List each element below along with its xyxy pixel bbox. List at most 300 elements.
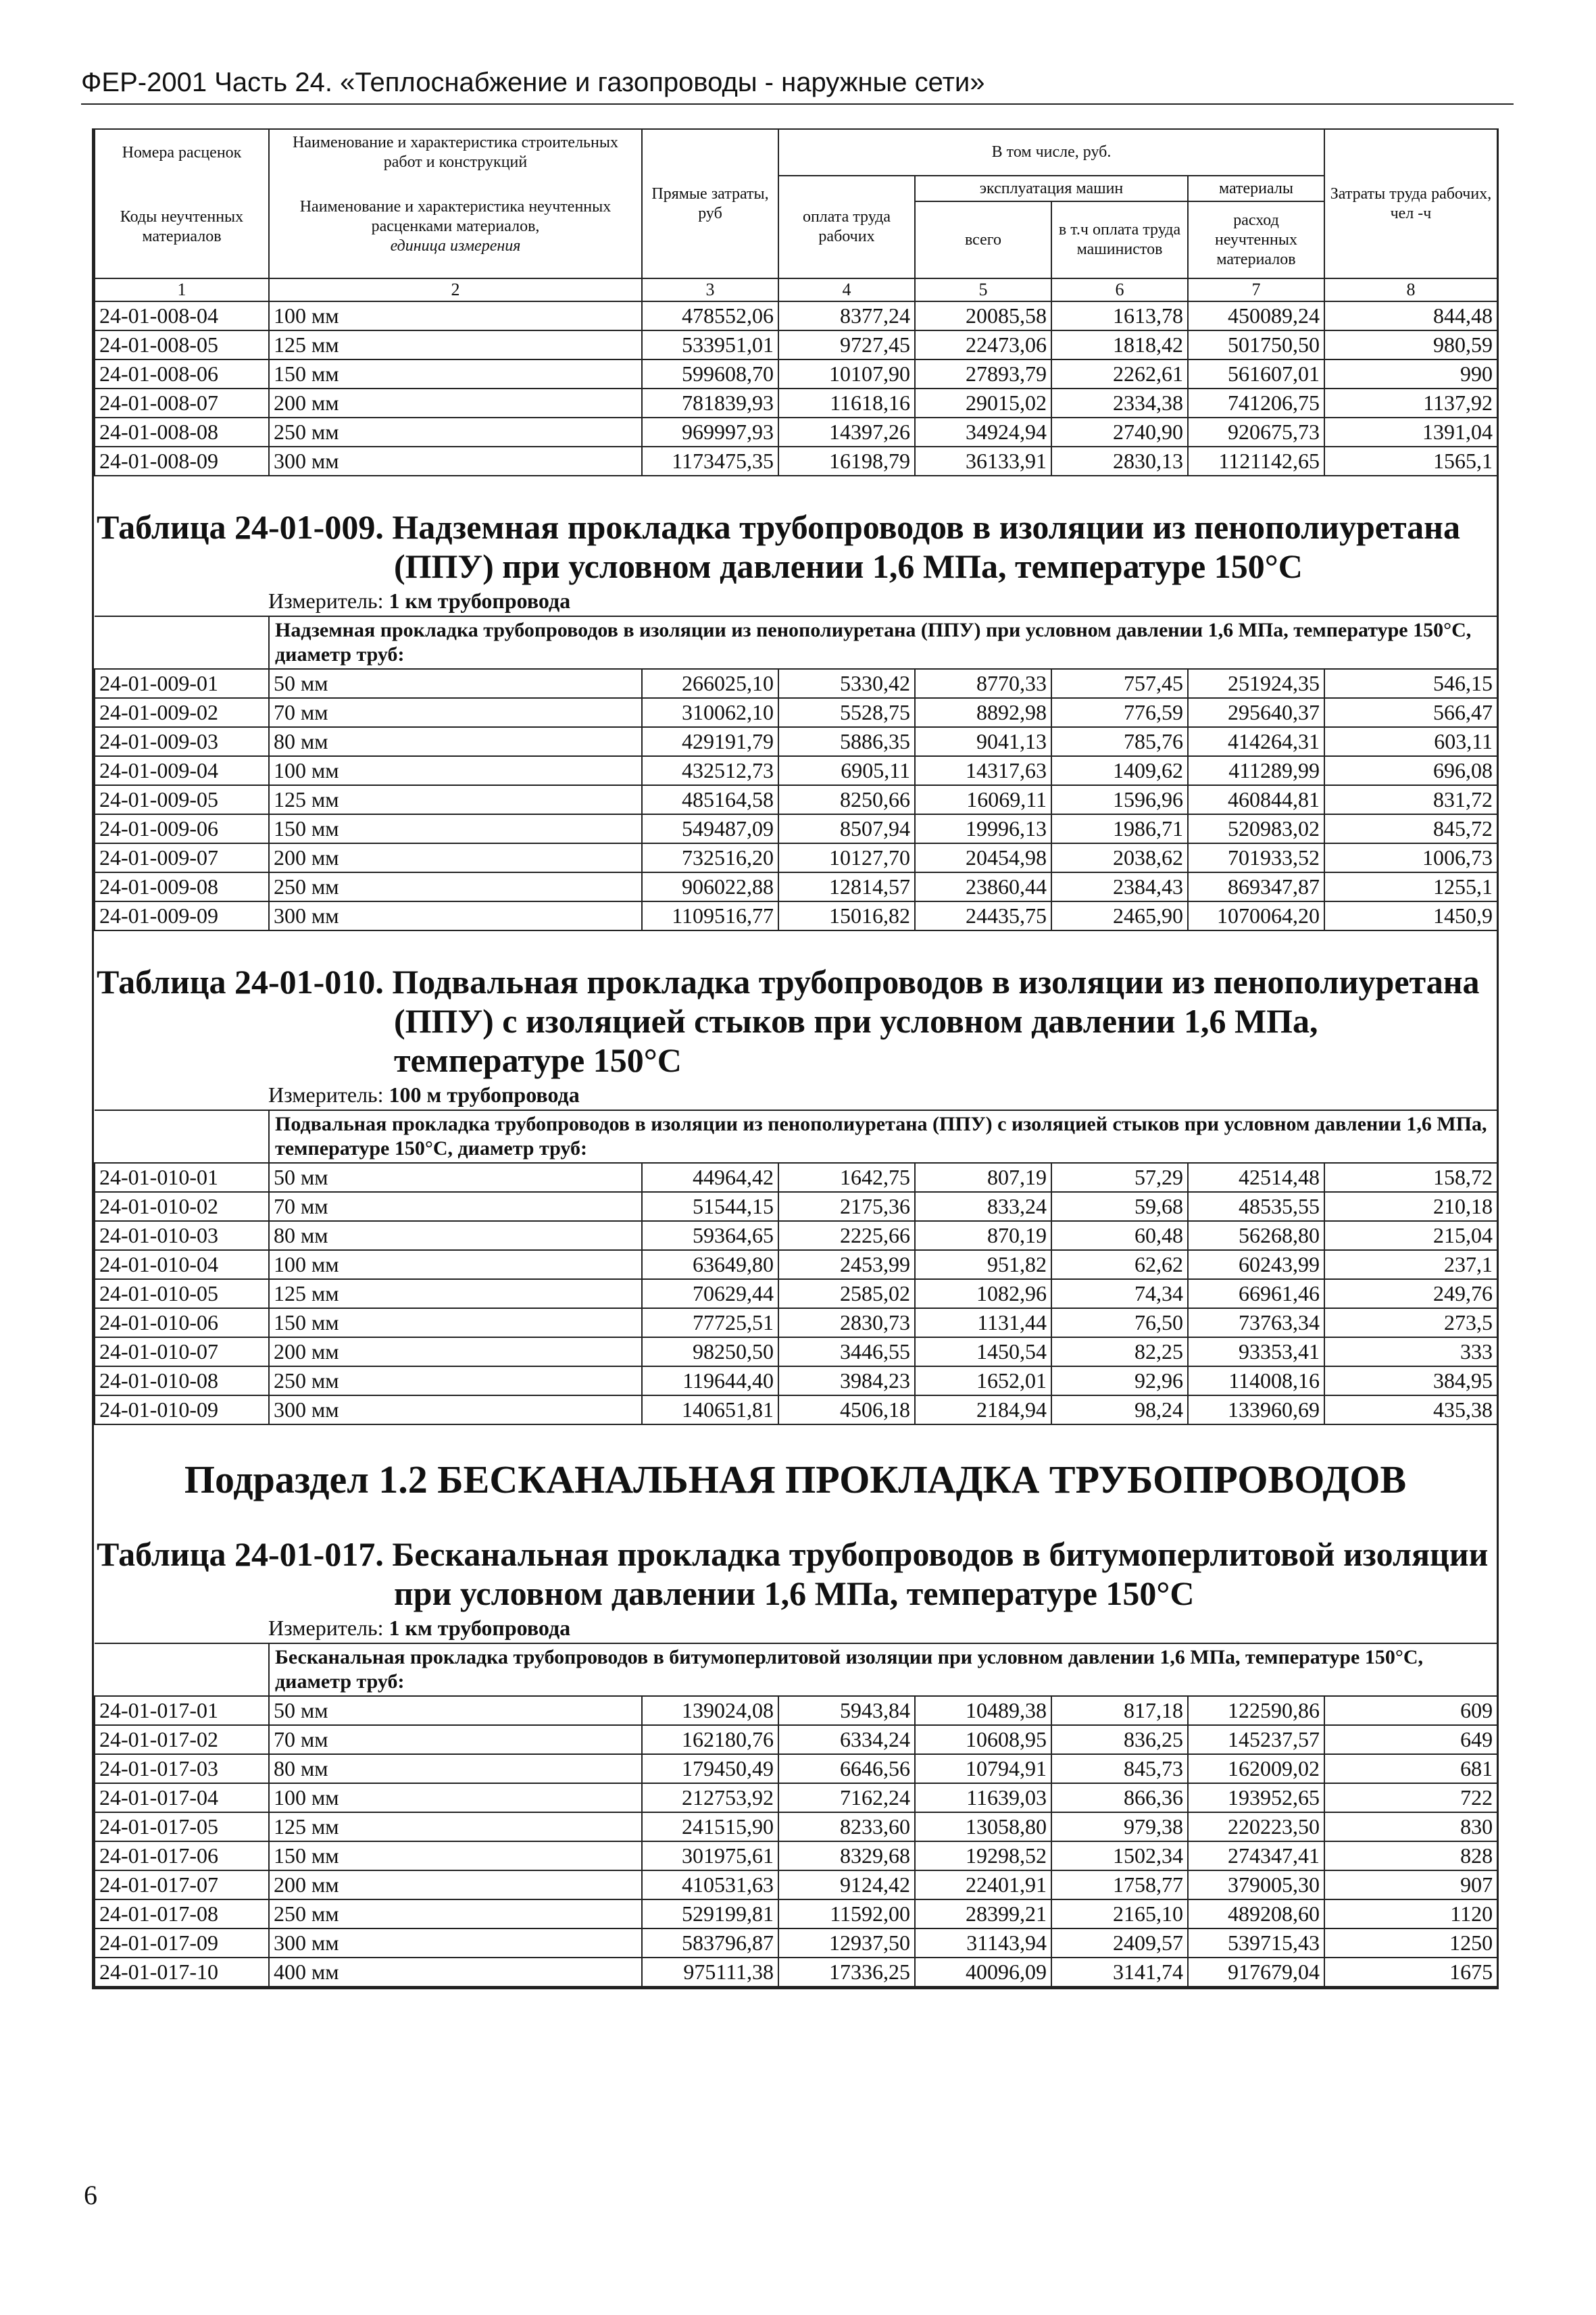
table-row xyxy=(95,389,1497,418)
value-cell: 432512,73 xyxy=(642,756,778,785)
diameter-cell: 150 мм xyxy=(269,359,642,389)
value-cell: 1565,1 xyxy=(1324,447,1497,476)
value-cell: 866,36 xyxy=(1051,1783,1188,1812)
value-cell: 19996,13 xyxy=(915,814,1051,843)
rate-code-cell: 24-01-010-03 xyxy=(95,1221,269,1250)
col-number: 4 xyxy=(778,278,915,301)
table-017-title xyxy=(94,1535,1497,1613)
table-row xyxy=(95,727,1497,756)
value-cell: 40096,09 xyxy=(915,1958,1051,1987)
table-010-description-row xyxy=(95,1110,1497,1163)
machines-header: эксплуатация машин xyxy=(915,176,1188,201)
diameter-cell: 50 мм xyxy=(269,669,642,698)
value-cell: 76,50 xyxy=(1051,1308,1188,1337)
value-cell: 5943,84 xyxy=(778,1696,915,1725)
value-cell: 1391,04 xyxy=(1324,418,1497,447)
value-cell: 2585,02 xyxy=(778,1279,915,1308)
diameter-cell: 100 мм xyxy=(269,1250,642,1279)
value-cell: 609 xyxy=(1324,1696,1497,1725)
value-cell: 869347,87 xyxy=(1188,872,1324,901)
diameter-cell: 100 мм xyxy=(269,301,642,330)
value-cell: 529199,81 xyxy=(642,1899,778,1928)
value-cell: 696,08 xyxy=(1324,756,1497,785)
value-cell: 2038,62 xyxy=(1051,843,1188,872)
diameter-cell: 150 мм xyxy=(269,1308,642,1337)
value-cell: 13058,80 xyxy=(915,1812,1051,1841)
col-number: 6 xyxy=(1051,278,1188,301)
value-cell: 1121142,65 xyxy=(1188,447,1324,476)
value-cell: 93353,41 xyxy=(1188,1337,1324,1366)
value-cell: 133960,69 xyxy=(1188,1395,1324,1424)
value-cell: 16069,11 xyxy=(915,785,1051,814)
page-number: 6 xyxy=(84,2180,97,2210)
value-cell: 379005,30 xyxy=(1188,1870,1324,1899)
value-cell: 22401,91 xyxy=(915,1870,1051,1899)
value-cell: 489208,60 xyxy=(1188,1899,1324,1928)
value-cell: 1137,92 xyxy=(1324,389,1497,418)
value-cell: 51544,15 xyxy=(642,1192,778,1221)
value-cell: 301975,61 xyxy=(642,1841,778,1870)
value-cell: 969997,93 xyxy=(642,418,778,447)
value-cell: 2830,13 xyxy=(1051,447,1188,476)
measure-value: 1 км трубопровода xyxy=(389,1616,571,1640)
value-cell: 9041,13 xyxy=(915,727,1051,756)
measure-value: 100 м трубопровода xyxy=(389,1082,580,1107)
value-cell: 1986,71 xyxy=(1051,814,1188,843)
value-cell: 10794,91 xyxy=(915,1754,1051,1783)
value-cell: 2334,38 xyxy=(1051,389,1188,418)
value-cell: 1409,62 xyxy=(1051,756,1188,785)
diameter-cell: 200 мм xyxy=(269,843,642,872)
value-cell: 450089,24 xyxy=(1188,301,1324,330)
value-cell: 139024,08 xyxy=(642,1696,778,1725)
table-row xyxy=(95,418,1497,447)
diameter-cell: 125 мм xyxy=(269,785,642,814)
diameter-cell: 150 мм xyxy=(269,814,642,843)
value-cell: 410531,63 xyxy=(642,1870,778,1899)
value-cell: 20085,58 xyxy=(915,301,1051,330)
value-cell: 411289,99 xyxy=(1188,756,1324,785)
col-number: 7 xyxy=(1188,278,1324,301)
table-017-title-line1: Таблица 24-01-017. Бесканальная прокладка трубопроводов в битумоперлитовой изоляции xyxy=(97,1535,1489,1573)
value-cell: 1120 xyxy=(1324,1899,1497,1928)
table-row xyxy=(95,330,1497,359)
value-cell: 140651,81 xyxy=(642,1395,778,1424)
rate-code-cell: 24-01-008-07 xyxy=(95,389,269,418)
rate-code-cell: 24-01-010-07 xyxy=(95,1337,269,1366)
value-cell: 220223,50 xyxy=(1188,1812,1324,1841)
value-cell: 10489,38 xyxy=(915,1696,1051,1725)
value-cell: 42514,48 xyxy=(1188,1163,1324,1192)
value-cell: 310062,10 xyxy=(642,698,778,727)
value-cell: 60243,99 xyxy=(1188,1250,1324,1279)
col3-header: Прямые затраты, руб xyxy=(642,129,778,278)
col2-bottom-text: Наименование и характеристика неучтенных расценками материалов, xyxy=(299,198,612,235)
value-cell: 82,25 xyxy=(1051,1337,1188,1366)
table-009-title-line2: (ППУ) при условном давлении 1,6 МПа, температуре 150°С xyxy=(394,547,1303,585)
value-cell: 1255,1 xyxy=(1324,872,1497,901)
value-cell: 817,18 xyxy=(1051,1696,1188,1725)
table-009-description-row xyxy=(95,616,1497,669)
rate-code-cell: 24-01-017-08 xyxy=(95,1899,269,1928)
value-cell: 237,1 xyxy=(1324,1250,1497,1279)
table-row xyxy=(95,1337,1497,1366)
rate-code-cell: 24-01-010-09 xyxy=(95,1395,269,1424)
value-cell: 649 xyxy=(1324,1725,1497,1754)
value-cell: 22473,06 xyxy=(915,330,1051,359)
value-cell: 11592,00 xyxy=(778,1899,915,1928)
value-cell: 435,38 xyxy=(1324,1395,1497,1424)
col6-header: в т.ч оплата труда машинистов xyxy=(1051,201,1188,278)
value-cell: 8892,98 xyxy=(915,698,1051,727)
col-number: 2 xyxy=(269,278,642,301)
table-017-description-row xyxy=(95,1643,1497,1696)
diameter-cell: 250 мм xyxy=(269,1366,642,1395)
value-cell: 59364,65 xyxy=(642,1221,778,1250)
table-row xyxy=(95,1308,1497,1337)
value-cell: 122590,86 xyxy=(1188,1696,1324,1725)
value-cell: 828 xyxy=(1324,1841,1497,1870)
table-009-title xyxy=(94,507,1497,586)
value-cell: 845,72 xyxy=(1324,814,1497,843)
including-header: В том числе, руб. xyxy=(778,129,1324,176)
diameter-cell: 125 мм xyxy=(269,1279,642,1308)
value-cell: 701933,52 xyxy=(1188,843,1324,872)
table-017-measure xyxy=(94,1613,1497,1643)
value-cell: 60,48 xyxy=(1051,1221,1188,1250)
col-number: 8 xyxy=(1324,278,1497,301)
value-cell: 98250,50 xyxy=(642,1337,778,1366)
diameter-cell: 70 мм xyxy=(269,1725,642,1754)
table-017 xyxy=(94,1643,1498,1987)
value-cell: 533951,01 xyxy=(642,330,778,359)
value-cell: 2165,10 xyxy=(1051,1899,1188,1928)
diameter-cell: 80 мм xyxy=(269,1754,642,1783)
value-cell: 603,11 xyxy=(1324,727,1497,756)
value-cell: 44964,42 xyxy=(642,1163,778,1192)
value-cell: 3141,74 xyxy=(1051,1958,1188,1987)
value-cell: 2453,99 xyxy=(778,1250,915,1279)
value-cell: 599608,70 xyxy=(642,359,778,389)
materials-header: материалы xyxy=(1188,176,1324,201)
value-cell: 4506,18 xyxy=(778,1395,915,1424)
table-row xyxy=(95,1395,1497,1424)
col4-header: оплата труда рабочих xyxy=(778,176,915,278)
value-cell: 830 xyxy=(1324,1812,1497,1841)
value-cell: 273,5 xyxy=(1324,1308,1497,1337)
table-row xyxy=(95,901,1497,930)
table-010-measure xyxy=(94,1080,1497,1110)
value-cell: 460844,81 xyxy=(1188,785,1324,814)
value-cell: 785,76 xyxy=(1051,727,1188,756)
value-cell: 917679,04 xyxy=(1188,1958,1324,1987)
diameter-cell: 70 мм xyxy=(269,1192,642,1221)
value-cell: 539715,43 xyxy=(1188,1928,1324,1958)
value-cell: 907 xyxy=(1324,1870,1497,1899)
value-cell: 5330,42 xyxy=(778,669,915,698)
value-cell: 1109516,77 xyxy=(642,901,778,930)
value-cell: 6646,56 xyxy=(778,1754,915,1783)
value-cell: 8233,60 xyxy=(778,1812,915,1841)
measure-label: Измеритель: xyxy=(268,1616,384,1640)
table-row xyxy=(95,1366,1497,1395)
rate-code-cell: 24-01-017-10 xyxy=(95,1958,269,1987)
value-cell: 8770,33 xyxy=(915,669,1051,698)
price-table xyxy=(94,128,1498,476)
table-row xyxy=(95,843,1497,872)
value-cell: 266025,10 xyxy=(642,669,778,698)
value-cell: 73763,34 xyxy=(1188,1308,1324,1337)
rate-code-cell: 24-01-017-05 xyxy=(95,1812,269,1841)
table-017-title-line2: при условном давлении 1,6 МПа, температуре 150°С xyxy=(394,1574,1195,1612)
value-cell: 74,34 xyxy=(1051,1279,1188,1308)
value-cell: 906022,88 xyxy=(642,872,778,901)
value-cell: 12814,57 xyxy=(778,872,915,901)
value-cell: 975111,38 xyxy=(642,1958,778,1987)
table-row xyxy=(95,814,1497,843)
value-cell: 979,38 xyxy=(1051,1812,1188,1841)
value-cell: 77725,51 xyxy=(642,1308,778,1337)
rate-code-cell: 24-01-010-01 xyxy=(95,1163,269,1192)
value-cell: 478552,06 xyxy=(642,301,778,330)
rate-code-cell: 24-01-017-03 xyxy=(95,1754,269,1783)
value-cell: 241515,90 xyxy=(642,1812,778,1841)
value-cell: 583796,87 xyxy=(642,1928,778,1958)
header-row-1 xyxy=(95,129,1497,176)
diameter-cell: 125 мм xyxy=(269,1812,642,1841)
value-cell: 249,76 xyxy=(1324,1279,1497,1308)
value-cell: 485164,58 xyxy=(642,785,778,814)
value-cell: 1642,75 xyxy=(778,1163,915,1192)
diameter-cell: 300 мм xyxy=(269,1928,642,1958)
value-cell: 1596,96 xyxy=(1051,785,1188,814)
col-number: 5 xyxy=(915,278,1051,301)
diameter-cell: 400 мм xyxy=(269,1958,642,1987)
rate-code-cell: 24-01-010-06 xyxy=(95,1308,269,1337)
rate-code-cell: 24-01-009-08 xyxy=(95,872,269,901)
value-cell: 2184,94 xyxy=(915,1395,1051,1424)
table-row xyxy=(95,1958,1497,1987)
value-cell: 10608,95 xyxy=(915,1725,1051,1754)
value-cell: 3446,55 xyxy=(778,1337,915,1366)
rate-code-cell: 24-01-009-09 xyxy=(95,901,269,930)
value-cell: 2225,66 xyxy=(778,1221,915,1250)
value-cell: 9124,42 xyxy=(778,1870,915,1899)
rate-code-cell: 24-01-009-04 xyxy=(95,756,269,785)
value-cell: 1131,44 xyxy=(915,1308,1051,1337)
rate-code-cell: 24-01-017-09 xyxy=(95,1928,269,1958)
rate-code-cell: 24-01-009-05 xyxy=(95,785,269,814)
table-row xyxy=(95,756,1497,785)
table-row xyxy=(95,1928,1497,1958)
value-cell: 8329,68 xyxy=(778,1841,915,1870)
value-cell: 836,25 xyxy=(1051,1725,1188,1754)
value-cell: 870,19 xyxy=(915,1221,1051,1250)
value-cell: 28399,21 xyxy=(915,1899,1051,1928)
value-cell: 23860,44 xyxy=(915,872,1051,901)
value-cell: 34924,94 xyxy=(915,418,1051,447)
table-row xyxy=(95,1754,1497,1783)
value-cell: 162180,76 xyxy=(642,1725,778,1754)
value-cell: 414264,31 xyxy=(1188,727,1324,756)
value-cell: 722 xyxy=(1324,1783,1497,1812)
value-cell: 844,48 xyxy=(1324,301,1497,330)
value-cell: 119644,40 xyxy=(642,1366,778,1395)
diameter-cell: 200 мм xyxy=(269,1337,642,1366)
value-cell: 1082,96 xyxy=(915,1279,1051,1308)
rate-code-cell: 24-01-010-02 xyxy=(95,1192,269,1221)
value-cell: 193952,65 xyxy=(1188,1783,1324,1812)
table-010-description: Подвальная прокладка трубопроводов в изоляции из пенополиуретана (ППУ) с изоляцией стыков при условном давлении 1,6 МПа, температуре 150°С, диаметр труб: xyxy=(269,1110,1497,1163)
value-cell: 48535,55 xyxy=(1188,1192,1324,1221)
value-cell: 1450,54 xyxy=(915,1337,1051,1366)
value-cell: 2384,43 xyxy=(1051,872,1188,901)
col5-header: всего xyxy=(915,201,1051,278)
value-cell: 1006,73 xyxy=(1324,843,1497,872)
value-cell: 781839,93 xyxy=(642,389,778,418)
value-cell: 681 xyxy=(1324,1754,1497,1783)
page-header: ФЕР-2001 Часть 24. «Теплоснабжение и газопроводы - наружные сети» xyxy=(81,68,1514,105)
diameter-cell: 100 мм xyxy=(269,1783,642,1812)
diameter-cell: 300 мм xyxy=(269,901,642,930)
value-cell: 757,45 xyxy=(1051,669,1188,698)
rate-code-cell: 24-01-008-08 xyxy=(95,418,269,447)
value-cell: 16198,79 xyxy=(778,447,915,476)
diameter-cell: 80 мм xyxy=(269,727,642,756)
value-cell: 429191,79 xyxy=(642,727,778,756)
value-cell: 17336,25 xyxy=(778,1958,915,1987)
measure-label: Измеритель: xyxy=(268,589,384,613)
table-row xyxy=(95,1250,1497,1279)
value-cell: 1758,77 xyxy=(1051,1870,1188,1899)
rate-code-cell: 24-01-008-04 xyxy=(95,301,269,330)
value-cell: 251924,35 xyxy=(1188,669,1324,698)
value-cell: 1652,01 xyxy=(915,1366,1051,1395)
value-cell: 732516,20 xyxy=(642,843,778,872)
value-cell: 212753,92 xyxy=(642,1783,778,1812)
value-cell: 19298,52 xyxy=(915,1841,1051,1870)
value-cell: 66961,46 xyxy=(1188,1279,1324,1308)
value-cell: 114008,16 xyxy=(1188,1366,1324,1395)
table-009-rows xyxy=(95,669,1497,930)
col7-header: расход неучтенных материалов xyxy=(1188,201,1324,278)
value-cell: 2409,57 xyxy=(1051,1928,1188,1958)
value-cell: 2740,90 xyxy=(1051,418,1188,447)
value-cell: 1818,42 xyxy=(1051,330,1188,359)
table-row xyxy=(95,669,1497,698)
value-cell: 2830,73 xyxy=(778,1308,915,1337)
diameter-cell: 250 мм xyxy=(269,1899,642,1928)
table-row xyxy=(95,1870,1497,1899)
value-cell: 56268,80 xyxy=(1188,1221,1324,1250)
value-cell: 29015,02 xyxy=(915,389,1051,418)
diameter-cell: 125 мм xyxy=(269,330,642,359)
diameter-cell: 70 мм xyxy=(269,698,642,727)
rate-code-cell: 24-01-009-03 xyxy=(95,727,269,756)
diameter-cell: 50 мм xyxy=(269,1163,642,1192)
rate-code-cell: 24-01-010-08 xyxy=(95,1366,269,1395)
table-row xyxy=(95,359,1497,389)
table-010 xyxy=(94,1110,1498,1425)
value-cell: 145237,57 xyxy=(1188,1725,1324,1754)
table-row xyxy=(95,1899,1497,1928)
col1-top-header: Номера расценок xyxy=(95,129,269,176)
value-cell: 833,24 xyxy=(915,1192,1051,1221)
table-010-title-line2: (ППУ) с изоляцией стыков при условном давлении 1,6 МПа, xyxy=(394,1002,1318,1040)
table-row xyxy=(95,1725,1497,1754)
col1-bottom-header: Коды неучтенных материалов xyxy=(95,176,269,278)
diameter-cell: 100 мм xyxy=(269,756,642,785)
rate-code-cell: 24-01-008-06 xyxy=(95,359,269,389)
value-cell: 12937,50 xyxy=(778,1928,915,1958)
table-row xyxy=(95,1841,1497,1870)
rate-code-cell: 24-01-008-09 xyxy=(95,447,269,476)
diameter-cell: 250 мм xyxy=(269,872,642,901)
table-row xyxy=(95,698,1497,727)
diameter-cell: 50 мм xyxy=(269,1696,642,1725)
header-row-2 xyxy=(95,176,1497,201)
table-008-rows xyxy=(95,301,1497,476)
value-cell: 274347,41 xyxy=(1188,1841,1324,1870)
table-row xyxy=(95,1279,1497,1308)
rate-code-cell: 24-01-008-05 xyxy=(95,330,269,359)
value-cell: 1675 xyxy=(1324,1958,1497,1987)
value-cell: 5886,35 xyxy=(778,727,915,756)
value-cell: 546,15 xyxy=(1324,669,1497,698)
rate-code-cell: 24-01-017-04 xyxy=(95,1783,269,1812)
value-cell: 8377,24 xyxy=(778,301,915,330)
rate-code-cell: 24-01-009-06 xyxy=(95,814,269,843)
value-cell: 158,72 xyxy=(1324,1163,1497,1192)
value-cell: 6905,11 xyxy=(778,756,915,785)
value-cell: 14397,26 xyxy=(778,418,915,447)
value-cell: 549487,09 xyxy=(642,814,778,843)
measure-label: Измеритель: xyxy=(268,1082,384,1107)
value-cell: 2262,61 xyxy=(1051,359,1188,389)
value-cell: 741206,75 xyxy=(1188,389,1324,418)
value-cell: 776,59 xyxy=(1051,698,1188,727)
rate-code-cell: 24-01-017-01 xyxy=(95,1696,269,1725)
value-cell: 807,19 xyxy=(915,1163,1051,1192)
table-009-description: Надземная прокладка трубопроводов в изоляции из пенополиуретана (ППУ) при условном давлении 1,6 МПа, температуре 150°С, диаметр труб: xyxy=(269,616,1497,669)
table-017-description: Бесканальная прокладка трубопроводов в битумоперлитовой изоляции при условном давлении 1,6 МПа, температуре 150°С, диаметр труб: xyxy=(269,1643,1497,1696)
value-cell: 333 xyxy=(1324,1337,1497,1366)
value-cell: 1250 xyxy=(1324,1928,1497,1958)
value-cell: 62,62 xyxy=(1051,1250,1188,1279)
value-cell: 951,82 xyxy=(915,1250,1051,1279)
diameter-cell: 150 мм xyxy=(269,1841,642,1870)
table-010-title-line3: температуре 150°С xyxy=(394,1041,682,1079)
value-cell: 92,96 xyxy=(1051,1366,1188,1395)
value-cell: 7162,24 xyxy=(778,1783,915,1812)
value-cell: 98,24 xyxy=(1051,1395,1188,1424)
value-cell: 20454,98 xyxy=(915,843,1051,872)
document-body xyxy=(92,128,1499,1989)
value-cell: 11639,03 xyxy=(915,1783,1051,1812)
value-cell: 1450,9 xyxy=(1324,901,1497,930)
value-cell: 501750,50 xyxy=(1188,330,1324,359)
diameter-cell: 200 мм xyxy=(269,1870,642,1899)
value-cell: 59,68 xyxy=(1051,1192,1188,1221)
col2-top-header: Наименование и характеристика строительных работ и конструкций xyxy=(269,129,642,176)
value-cell: 3984,23 xyxy=(778,1366,915,1395)
value-cell: 27893,79 xyxy=(915,359,1051,389)
rate-code-cell: 24-01-010-04 xyxy=(95,1250,269,1279)
table-010-rows xyxy=(95,1163,1497,1424)
value-cell: 10127,70 xyxy=(778,843,915,872)
diameter-cell: 300 мм xyxy=(269,1395,642,1424)
value-cell: 566,47 xyxy=(1324,698,1497,727)
